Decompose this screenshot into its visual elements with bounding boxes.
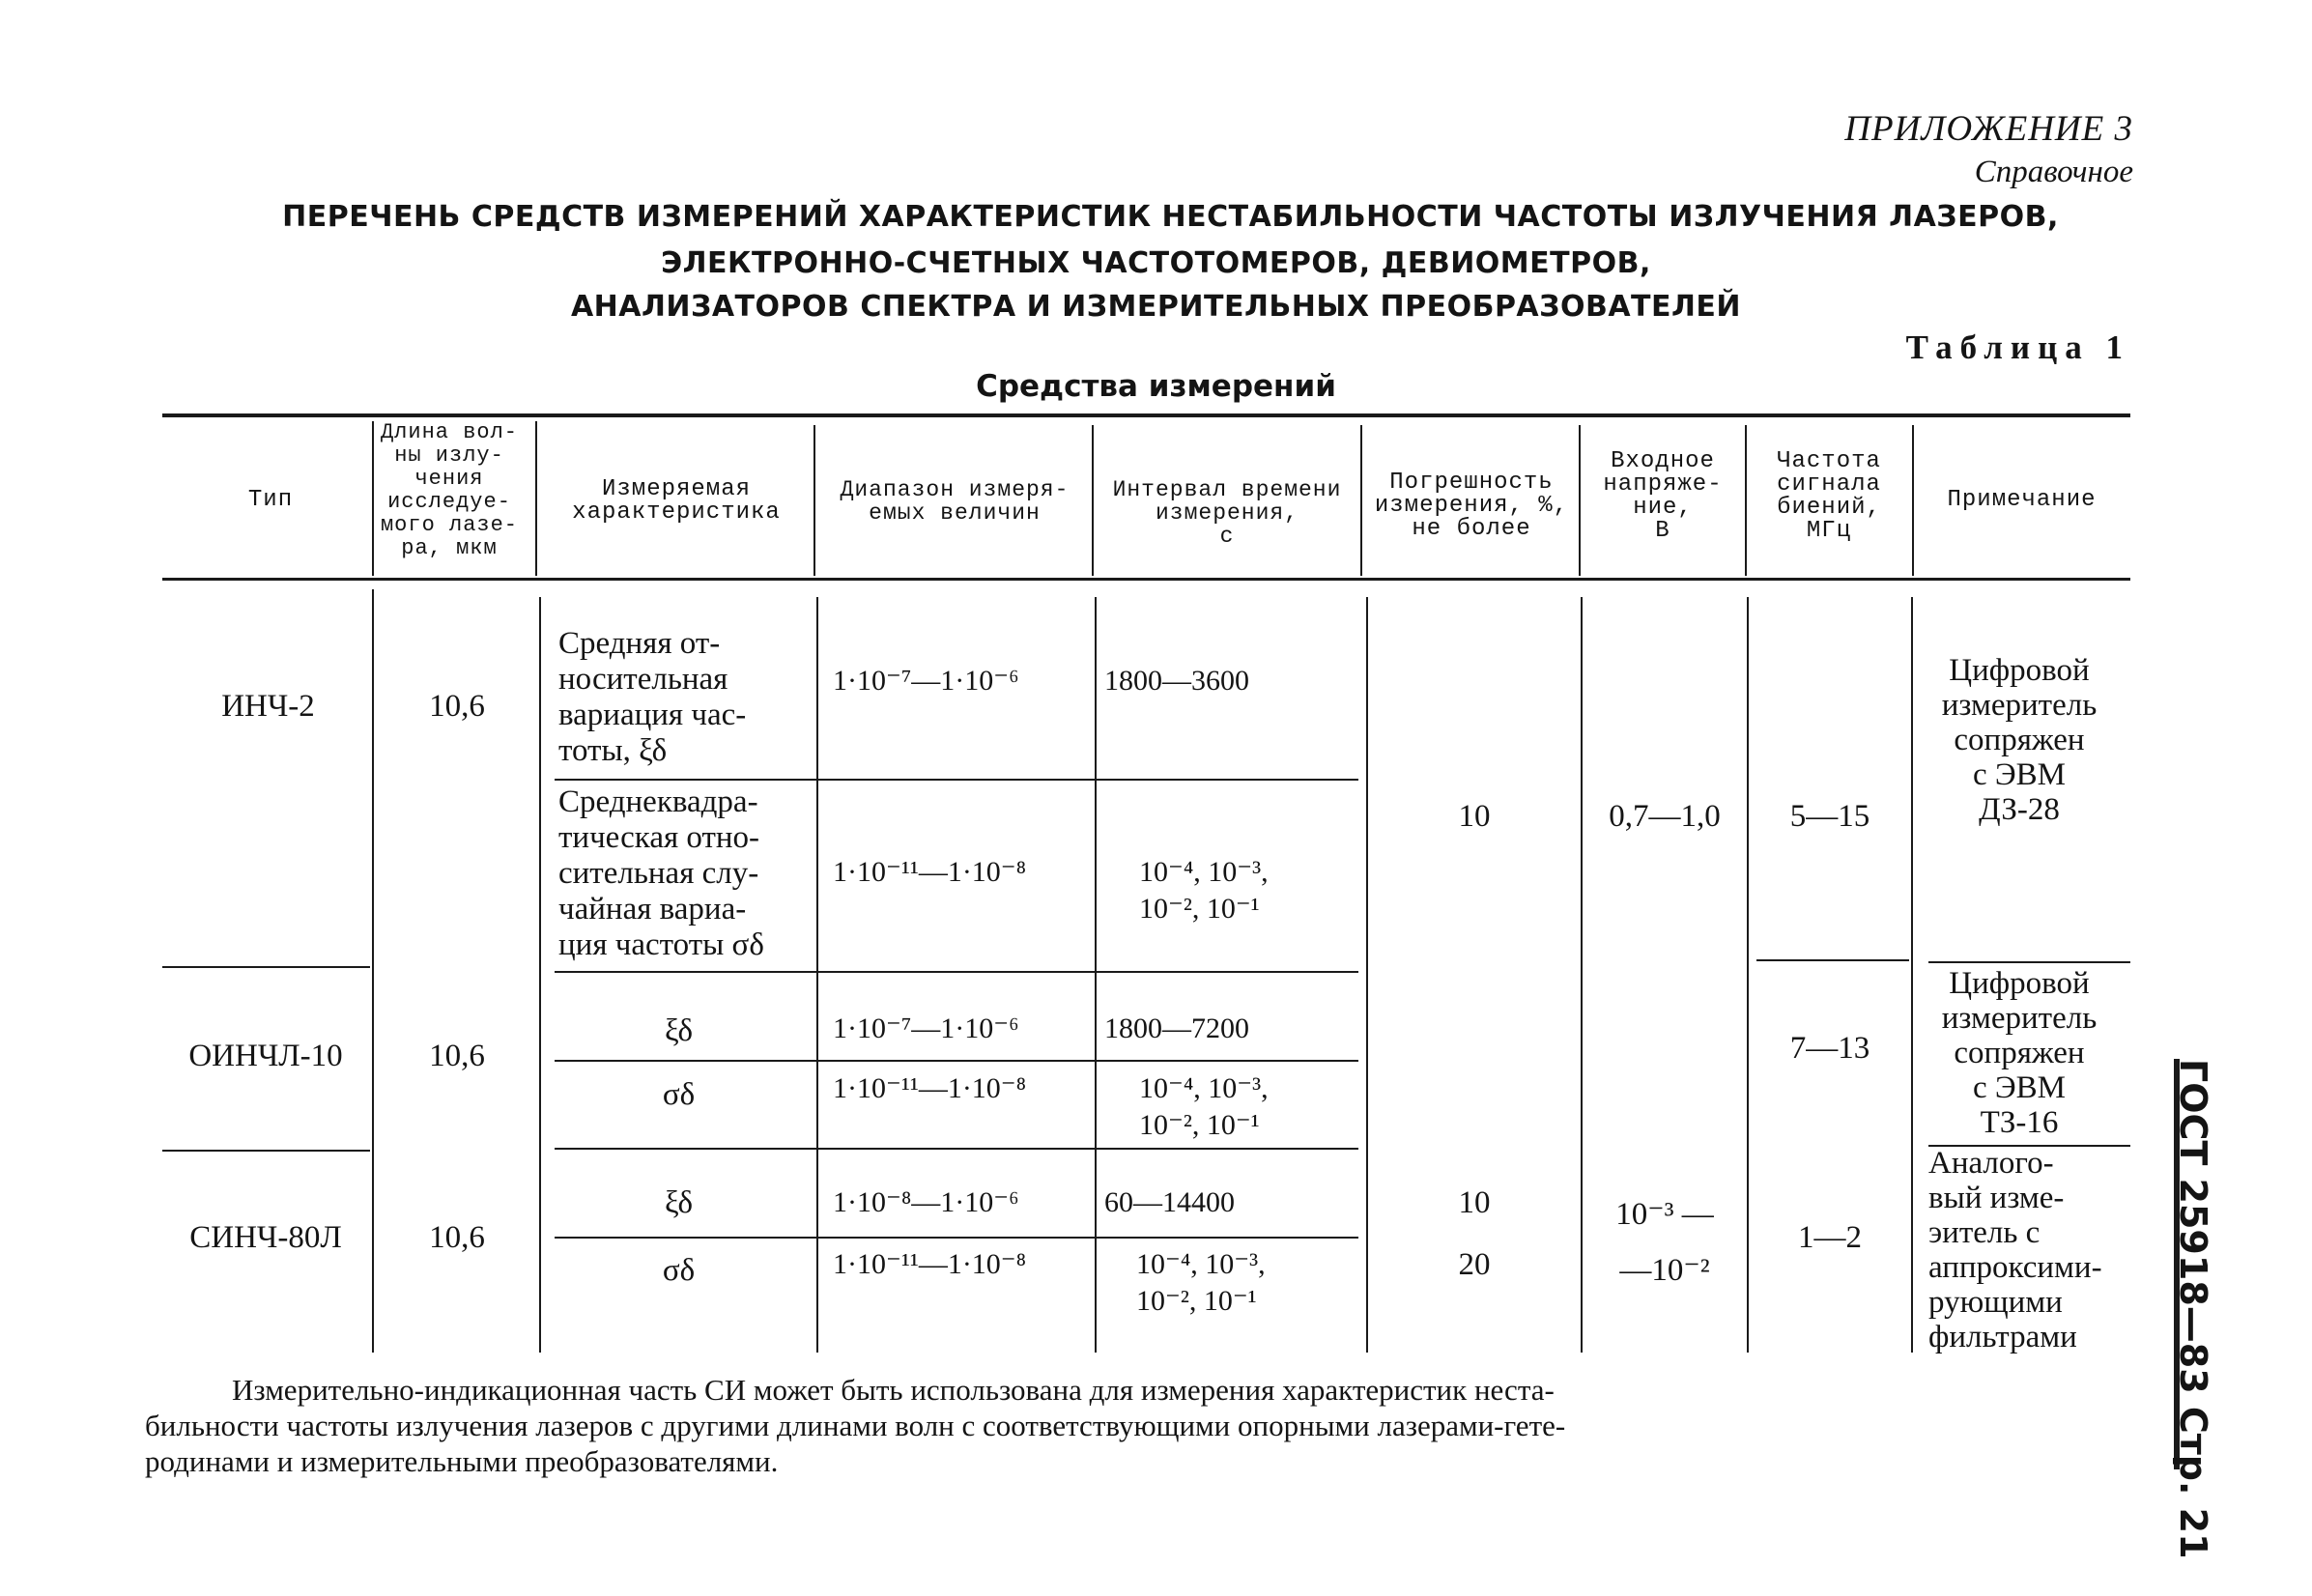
reference-label: Справочное (1974, 155, 2133, 189)
footnote-line-1: Измерительно-индикационная часть СИ может быть использована для измерения характеристик неста- (232, 1373, 1555, 1407)
row-rule (555, 971, 1358, 973)
oinchl10-type: ОИНЧЛ-10 (188, 1039, 343, 1073)
body-divider (539, 597, 541, 1353)
body-divider (1366, 597, 1368, 1353)
table-label: Таблица 1 (1905, 328, 2130, 366)
header-divider (813, 425, 815, 576)
col-header-voltage: Входное напряже- ние, В (1603, 448, 1723, 544)
col-header-type: Тип (247, 487, 294, 513)
title-line-1: ПЕРЕЧЕНЬ СРЕДСТВ ИЗМЕРЕНИЙ ХАРАКТЕРИСТИК НЕСТАБИЛЬНОСТИ ЧАСТОТЫ ИЗЛУЧЕНИЯ ЛАЗЕРОВ, (282, 200, 2059, 234)
header-bottom-rule (162, 578, 2130, 581)
inch2-range1: 1·10⁻⁷—1·10⁻⁶ (833, 665, 1019, 697)
footnote-line-2: бильности частоты излучения лазеров с другими длинами волн с соответствующими опорными лазерами-гете- (145, 1409, 1566, 1442)
sinch80l-interval2: 10⁻⁴, 10⁻³, 10⁻², 10⁻¹ (1136, 1248, 1266, 1317)
margin-page-label: ГОСТ 25918—83 Стр. 21 (2172, 1059, 2214, 1559)
body-divider (1095, 597, 1097, 1353)
inch2-type: ИНЧ-2 (221, 689, 315, 724)
sinch80l-voltage: 10⁻³ — —10⁻² (1615, 1197, 1714, 1288)
inch2-char1: Средняя от- носительная вариация час- тоты, ξδ (558, 626, 747, 768)
sinch80l-char1: ξδ (664, 1185, 694, 1220)
sinch80l-range1: 1·10⁻⁸—1·10⁻⁶ (833, 1186, 1019, 1218)
row-rule (1756, 959, 1909, 961)
title-line-2: ЭЛЕКТРОННО-СЧЕТНЫХ ЧАСТОТОМЕРОВ, ДЕВИОМЕТРОВ, (661, 246, 1651, 280)
table-title: Средства измерений (976, 369, 1336, 404)
row-rule (555, 1237, 1358, 1239)
sinch80l-wavelength: 10,6 (429, 1220, 485, 1255)
inch2-interval2: 10⁻⁴, 10⁻³, 10⁻², 10⁻¹ (1139, 856, 1269, 925)
title-line-3: АНАЛИЗАТОРОВ СПЕКТРА И ИЗМЕРИТЕЛЬНЫХ ПРЕОБРАЗОВАТЕЛЕЙ (570, 290, 1742, 324)
sinch80l-error1: 10 (1458, 1185, 1491, 1220)
oinchl10-interval1: 1800—7200 (1104, 1012, 1249, 1044)
sinch80l-interval1: 60—14400 (1104, 1186, 1235, 1218)
oinchl10-range1: 1·10⁻⁷—1·10⁻⁶ (833, 1012, 1019, 1044)
col-header-wavelength: Длина вол- ны излу- чения исследуе- мого лазе- ра, мкм (380, 420, 519, 560)
footnote (145, 1372, 2135, 1479)
sinch80l-type: СИНЧ-80Л (189, 1220, 342, 1255)
col-header-note: Примечание (1947, 487, 2097, 513)
oinchl10-beat: 7—13 (1789, 1031, 1870, 1066)
col-header-interval: Интервал времени измерения, с (1112, 477, 1342, 549)
footnote-line-3: родинами и измерительными преобразователями. (145, 1444, 779, 1478)
row-rule (162, 966, 370, 968)
oinchl10-note: Цифровой измеритель сопряжен с ЭВМ ТЗ-16 (1941, 966, 2098, 1140)
sinch80l-char2: σδ (662, 1253, 696, 1288)
col-header-error: Погрешность измерения, %, не более (1374, 470, 1569, 542)
body-divider (816, 597, 818, 1353)
inch2-range2: 1·10⁻¹¹—1·10⁻⁸ (833, 856, 1027, 888)
inch2-char2: Среднеквадра- тическая отно- сительная слу- чайная вариа- ция частоты σδ (558, 784, 764, 962)
sinch80l-error2: 20 (1458, 1247, 1491, 1282)
inch2-wavelength: 10,6 (429, 689, 485, 724)
sinch80l-beat: 1—2 (1798, 1220, 1862, 1255)
oinchl10-interval2: 10⁻⁴, 10⁻³, 10⁻², 10⁻¹ (1139, 1072, 1269, 1141)
inch2-note: Цифровой измеритель сопряжен с ЭВМ ДЗ-28 (1941, 653, 2098, 827)
inch2-voltage: 0,7—1,0 (1609, 799, 1721, 834)
inch2-error: 10 (1458, 799, 1491, 834)
inch2-interval1: 1800—3600 (1104, 665, 1249, 697)
oinchl10-char2: σδ (662, 1077, 696, 1112)
row-rule (1928, 961, 2130, 963)
oinchl10-char1: ξδ (664, 1013, 694, 1048)
oinchl10-wavelength: 10,6 (429, 1039, 485, 1073)
row-rule (162, 1150, 370, 1152)
row-rule (555, 1148, 1358, 1150)
col-header-beat: Частота сигнала биений, МГц (1777, 448, 1881, 544)
oinchl10-range2: 1·10⁻¹¹—1·10⁻⁸ (833, 1072, 1027, 1104)
inch2-beat: 5—15 (1789, 799, 1870, 834)
sinch80l-range2: 1·10⁻¹¹—1·10⁻⁸ (833, 1248, 1027, 1280)
row-rule (555, 1060, 1358, 1062)
row-rule (555, 779, 1358, 781)
appendix-label: ПРИЛОЖЕНИЕ 3 (1844, 109, 2133, 149)
col-header-characteristic: Измеряемая характеристика (572, 476, 781, 526)
table-top-rule (162, 413, 2130, 417)
body-divider (1911, 597, 1913, 1353)
sinch80l-note: Аналого- вый изме- эитель с аппроксими- рующими фильтрами (1928, 1146, 2102, 1354)
col-header-range: Диапазон измеря- емых величин (840, 477, 1070, 526)
